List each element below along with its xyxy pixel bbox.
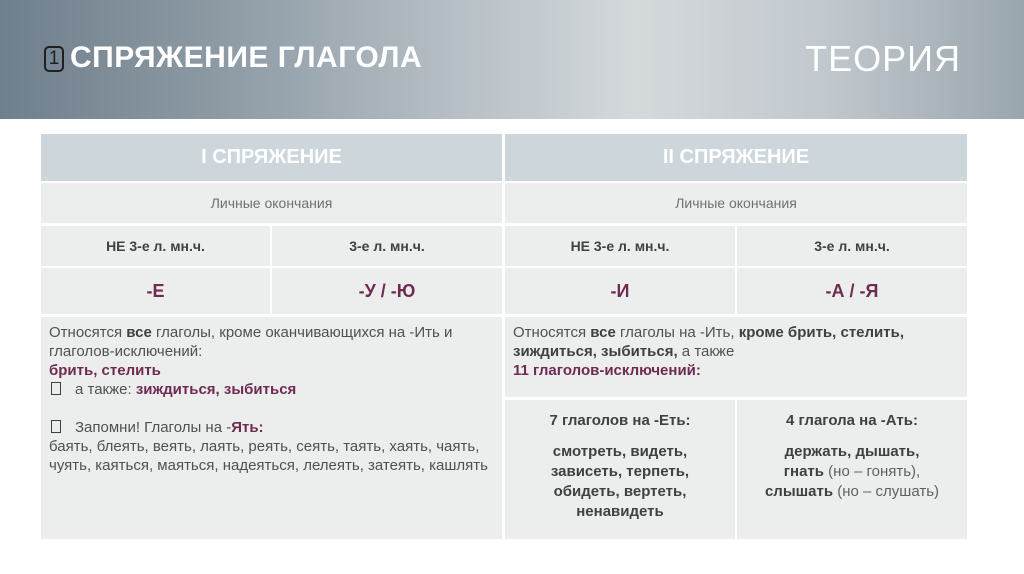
conj1-col-b: 3-е л. мн.ч. xyxy=(272,226,502,266)
conj2-et-group xyxy=(505,400,735,539)
conj1-ending-a: -Е xyxy=(41,268,270,314)
conj1-rule: Относятся все глаголы, кроме оканчивающихся на -Ить и глаголов-исключений: xyxy=(49,324,453,360)
conj1-heading: I СПРЯЖЕНИЕ xyxy=(41,134,502,181)
conj2-subheading: Личные окончания xyxy=(505,183,967,223)
bullet-icon xyxy=(51,420,61,433)
at-group-list: держать, дышать, гнать (но – гонять), слышать (но – слушать) xyxy=(764,443,940,500)
conj2-ending-b: -А / -Я xyxy=(737,268,967,314)
conj2-col-a: НЕ 3-е л. мн.ч. xyxy=(505,226,735,266)
page-title: СПРЯЖЕНИЕ ГЛАГОЛА xyxy=(70,41,423,74)
conj2-rule-cell xyxy=(505,317,967,397)
at-group-title: 4 глагола на -Ать: xyxy=(786,412,918,429)
conj1-rule-cell xyxy=(41,317,502,539)
conj2-exceptions-count: 11 глаголов-исключений: xyxy=(513,362,701,379)
conj2-ending-a: -И xyxy=(505,268,735,314)
conj1-also: а также: зиждиться, зыбиться xyxy=(49,380,494,399)
conj2-col-b: 3-е л. мн.ч. xyxy=(737,226,967,266)
conj1-col-a: НЕ 3-е л. мн.ч. xyxy=(41,226,270,266)
slide-number: 1 xyxy=(44,46,64,72)
conj2-heading: II СПРЯЖЕНИЕ xyxy=(505,134,967,181)
conj2-rule: Относятся все глаголы на -Ить, кроме брить, стелить, зиждиться, зыбиться, а также xyxy=(513,324,904,360)
header-banner xyxy=(0,0,1024,119)
conj1-yat-verbs: баять, блеять, веять, лаять, реять, сеять, таять, хаять, чаять, чуять, каяться, маяться, надеяться, лелеять, затеять, кашлять xyxy=(49,438,488,474)
conj1-remember: Запомни! Глаголы на -Ять: xyxy=(49,418,494,437)
conj1-subheading: Личные окончания xyxy=(41,183,502,223)
section-label: ТЕОРИЯ xyxy=(805,38,961,79)
conj2-at-group xyxy=(737,400,967,539)
et-group-title: 7 глаголов на -Еть: xyxy=(549,412,691,429)
et-group-list: смотреть, видеть, зависеть, терпеть, обидеть, вертеть, ненавидеть xyxy=(550,443,690,520)
bullet-icon xyxy=(51,382,61,395)
conj1-exceptions: брить, стелить xyxy=(49,362,161,379)
conj1-ending-b: -У / -Ю xyxy=(272,268,502,314)
